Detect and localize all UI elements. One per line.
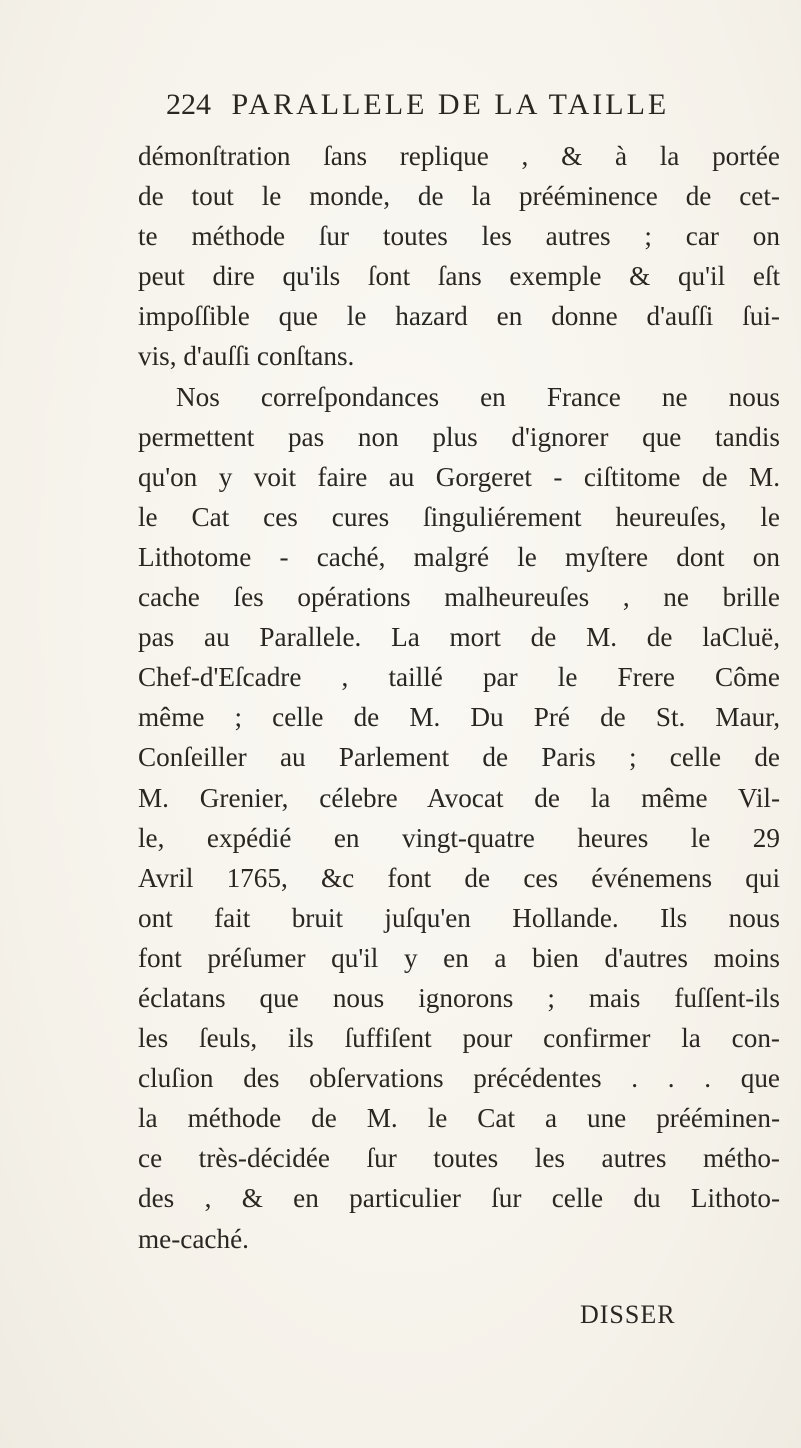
text-line: ont fait bruit juſqu'en Hollande. Ils nous [138, 902, 780, 933]
text-line: ce très-décidée ſur toutes les autres métho- [138, 1143, 780, 1174]
text-line: les ſeuls, ils ſuffiſent pour confirmer la con- [138, 1023, 780, 1054]
text-line: de tout le monde, de la prééminence de cet- [138, 181, 780, 212]
body-text [138, 136, 780, 1259]
running-header [166, 88, 669, 122]
text-line: te méthode ſur toutes les autres ; car on [138, 221, 780, 252]
text-line: permettent pas non plus d'ignorer que tandis [138, 421, 780, 452]
text-line: font préſumer qu'il y en a bien d'autres moins [138, 942, 780, 973]
text-line: Conſeiller au Parlement de Paris ; celle de [138, 742, 780, 773]
text-line: pas au Parallele. La mort de M. de laCluë, [138, 622, 780, 653]
text-line: Nos correſpondances en France ne nous [176, 381, 780, 412]
text-line: éclatans que nous ignorons ; mais fuſſent-ils [138, 982, 780, 1013]
text-line: impoſſible que le hazard en donne d'auſſi ſui- [138, 301, 780, 332]
running-title: PARALLELE DE LA TAILLE [231, 88, 670, 121]
text-line: me-caché. [138, 1223, 249, 1254]
text-line: M. Grenier, célebre Avocat de la même Vil- [138, 782, 780, 813]
text-line: la méthode de M. le Cat a une prééminen- [138, 1103, 780, 1134]
text-line: cluſion des obſervations précédentes . . . que [138, 1063, 780, 1094]
text-line: Lithotome - caché, malgré le myſtere dont on [138, 541, 780, 572]
text-line: vis, d'auſſi conſtans. [138, 341, 355, 372]
text-line: peut dire qu'ils ſont ſans exemple & qu'il eſt [138, 261, 780, 292]
text-line: le, expédié en vingt-quatre heures le 29 [138, 822, 780, 853]
text-line: le Cat ces cures ſinguliérement heureuſes, le [138, 501, 780, 532]
text-line: cache ſes opérations malheureuſes , ne brille [138, 582, 780, 613]
text-line: démonſtration ſans replique , & à la portée [138, 141, 780, 171]
page-number: 224 [166, 88, 211, 121]
text-line: Chef-d'Eſcadre , taillé par le Frere Côme [138, 662, 780, 693]
text-line: même ; celle de M. Du Pré de St. Maur, [138, 702, 780, 733]
catchword: DISSER [580, 1300, 676, 1329]
text-line: des , & en particulier ſur celle du Lithoto- [138, 1183, 780, 1214]
text-line: qu'on y voit faire au Gorgeret - ciſtitome de M. [138, 461, 780, 492]
text-line: Avril 1765, &c font de ces événemens qui [138, 862, 780, 893]
